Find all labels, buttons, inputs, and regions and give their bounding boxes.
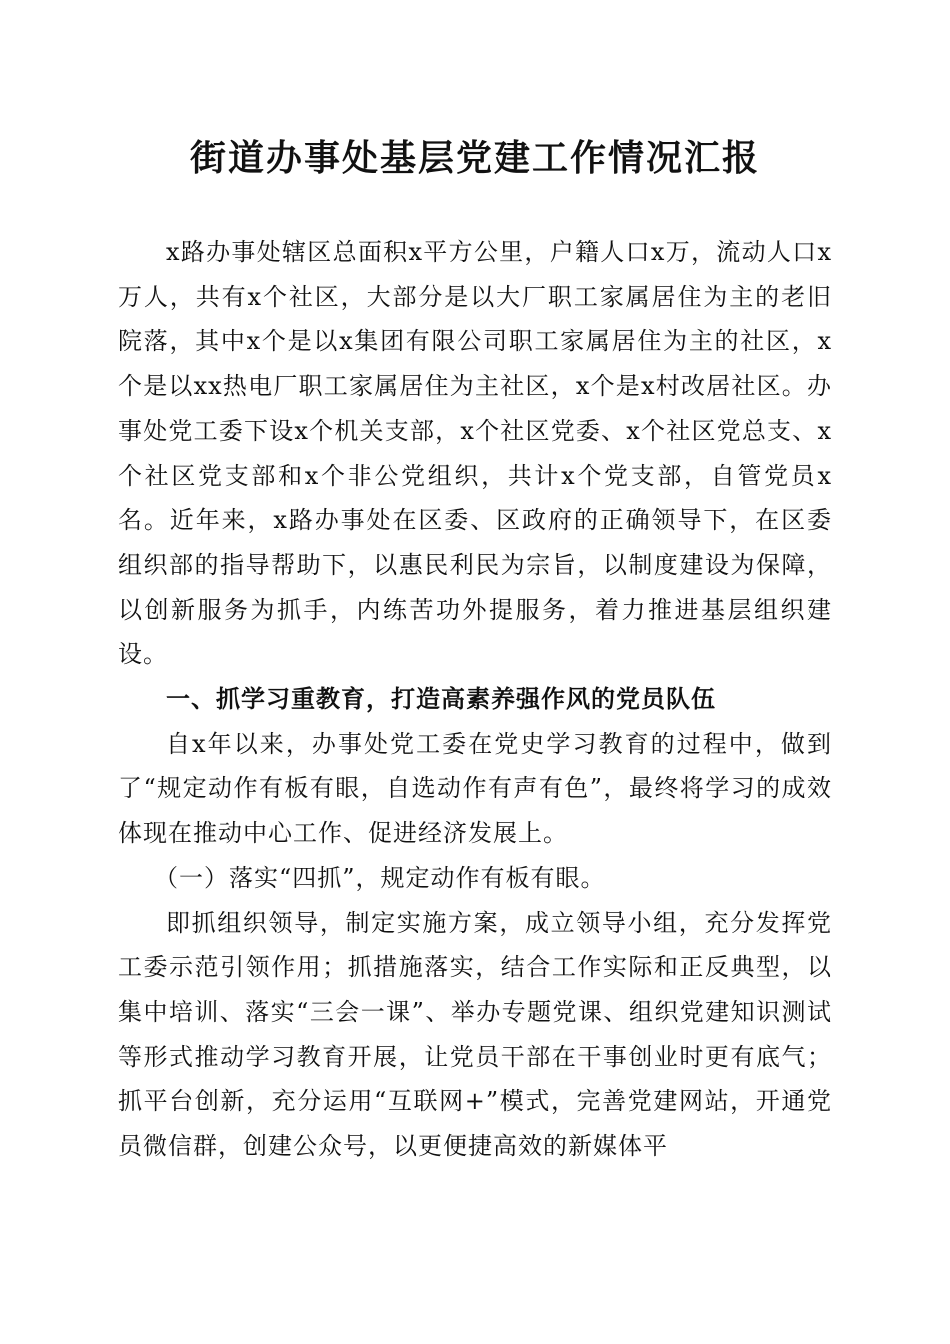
- section-heading: 一、抓学习重教育，打造高素养强作风的党员队伍: [166, 685, 716, 714]
- document-title: 街道办事处基层党建工作情况汇报: [189, 137, 760, 179]
- document-body: [118, 230, 832, 1169]
- section-paragraph: 自x年以来，办事处党工委在党史学习教育的过程中，做到了“规定动作有板有眼，自选动作有声有色”，最终将学习的成效体现在推动中心工作、促进经济发展上。: [118, 729, 832, 848]
- subsection-paragraph: 即抓组织领导，制定实施方案，成立领导小组，充分发挥党工委示范引领作用；抓措施落实，结合工作实际和正反典型，以集中培训、落实“三会一课”、举办专题党课、组织党建知识测试等形式推动学习教育开展，让党员干部在干事创业时更有底气；抓平台创新，充分运用“互联网+”模式，完善党建网站，开通党员微信群，创建公众号，以更便捷高效的新媒体平: [118, 908, 832, 1161]
- intro-paragraph: x路办事处辖区总面积x平方公里，户籍人口x万，流动人口x万人，共有x个社区，大部分是以大厂职工家属居住为主的老旧院落，其中x个是以x集团有限公司职工家属居住为主的社区，x个是以xx热电厂职工家属居住为主社区，x个是x村改居社区。办事处党工委下设x个机关支部，x个社区党委、x个社区党总支、x个社区党支部和x个非公党组织，共计x个党支部，自管党员x名。近年来，x路办事处在区委、区政府的正确领导下，在区委组织部的指导帮助下，以惠民利民为宗旨，以制度建设为保障，以创新服务为抓手，内练苦功外提服务，着力推进基层组织建设。: [118, 238, 832, 669]
- subsection-heading: （一）落实“四抓”，规定动作有板有眼。: [154, 863, 606, 892]
